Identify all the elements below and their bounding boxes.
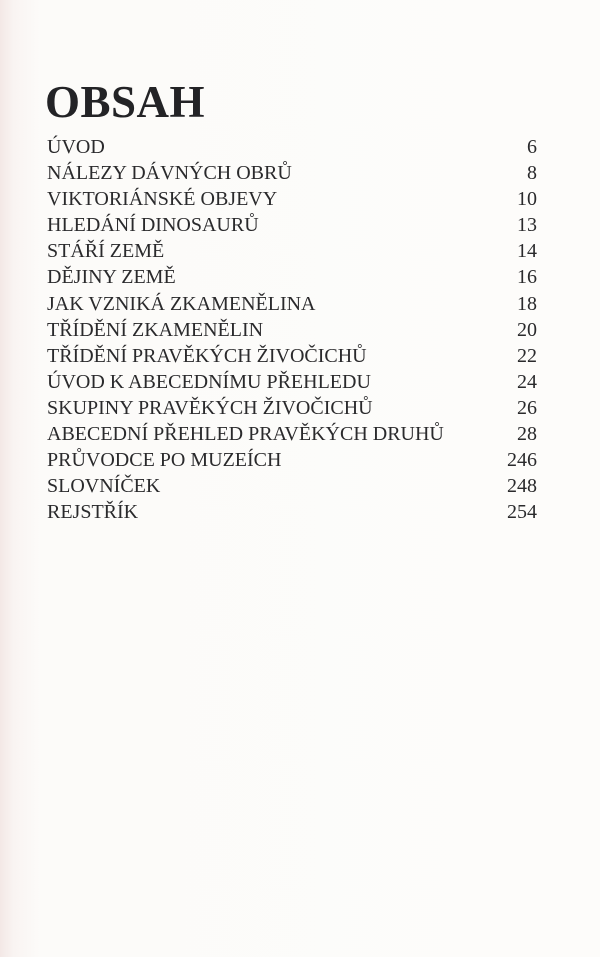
toc-entry-page: 28 bbox=[517, 423, 537, 446]
toc-entry-page: 16 bbox=[517, 266, 537, 289]
toc-entry-label: VIKTORIÁNSKÉ OBJEVY bbox=[47, 188, 278, 211]
toc-entry-label: JAK VZNIKÁ ZKAMENĚLINA bbox=[47, 292, 316, 315]
toc-entry bbox=[47, 499, 537, 525]
toc-entry-label: PRŮVODCE PO MUZEÍCH bbox=[47, 449, 282, 472]
toc-entry-label: STÁŘÍ ZEMĚ bbox=[47, 240, 165, 263]
toc-entry bbox=[47, 186, 537, 212]
toc-entry-label: TŘÍDĚNÍ PRAVĚKÝCH ŽIVOČICHŮ bbox=[47, 344, 367, 367]
toc-entry-page: 22 bbox=[517, 344, 537, 367]
toc-entry-label: SLOVNÍČEK bbox=[47, 475, 161, 498]
toc-entry-label: ABECEDNÍ PŘEHLED PRAVĚKÝCH DRUHŮ bbox=[47, 423, 444, 446]
toc-entry-label: HLEDÁNÍ DINOSAURŮ bbox=[47, 214, 259, 237]
toc-entry bbox=[47, 212, 537, 238]
toc-entry-label: REJSTŘÍK bbox=[47, 501, 139, 524]
toc-entry-page: 8 bbox=[527, 162, 537, 185]
toc-entry bbox=[47, 421, 537, 447]
toc-entry bbox=[47, 447, 537, 473]
toc-entry bbox=[47, 264, 537, 290]
toc-entry-label: DĚJINY ZEMĚ bbox=[47, 266, 176, 289]
toc-entry bbox=[47, 343, 537, 369]
toc-entry-page: 26 bbox=[517, 396, 537, 419]
toc-entry bbox=[47, 473, 537, 499]
toc-entry-page: 20 bbox=[517, 318, 537, 341]
toc-entry bbox=[47, 317, 537, 343]
toc-entry bbox=[47, 134, 537, 160]
toc-entry bbox=[47, 160, 537, 186]
toc-entry-label: ÚVOD bbox=[47, 136, 105, 158]
toc-entry bbox=[47, 369, 537, 395]
toc-entry-label: TŘÍDĚNÍ ZKAMENĚLIN bbox=[47, 318, 264, 341]
toc-entry-label: SKUPINY PRAVĚKÝCH ŽIVOČICHŮ bbox=[47, 396, 373, 419]
toc-entry-label: ÚVOD K ABECEDNÍMU PŘEHLEDU bbox=[47, 370, 371, 393]
toc-entry-page: 246 bbox=[507, 449, 537, 472]
toc-entry-label: NÁLEZY DÁVNÝCH OBRŮ bbox=[47, 162, 292, 185]
page-title: OBSAH bbox=[45, 77, 206, 127]
toc-entry bbox=[47, 238, 537, 264]
toc-entry-page: 10 bbox=[517, 188, 537, 211]
toc-entry-page: 24 bbox=[517, 370, 537, 393]
toc-entry-page: 13 bbox=[517, 214, 537, 237]
toc-entry-page: 248 bbox=[507, 475, 537, 498]
table-of-contents bbox=[47, 134, 537, 525]
toc-entry-page: 6 bbox=[527, 136, 537, 158]
toc-entry bbox=[47, 395, 537, 421]
toc-entry-page: 254 bbox=[507, 501, 537, 524]
toc-entry bbox=[47, 291, 537, 317]
toc-entry-page: 18 bbox=[517, 292, 537, 315]
toc-entry-page: 14 bbox=[517, 240, 537, 263]
